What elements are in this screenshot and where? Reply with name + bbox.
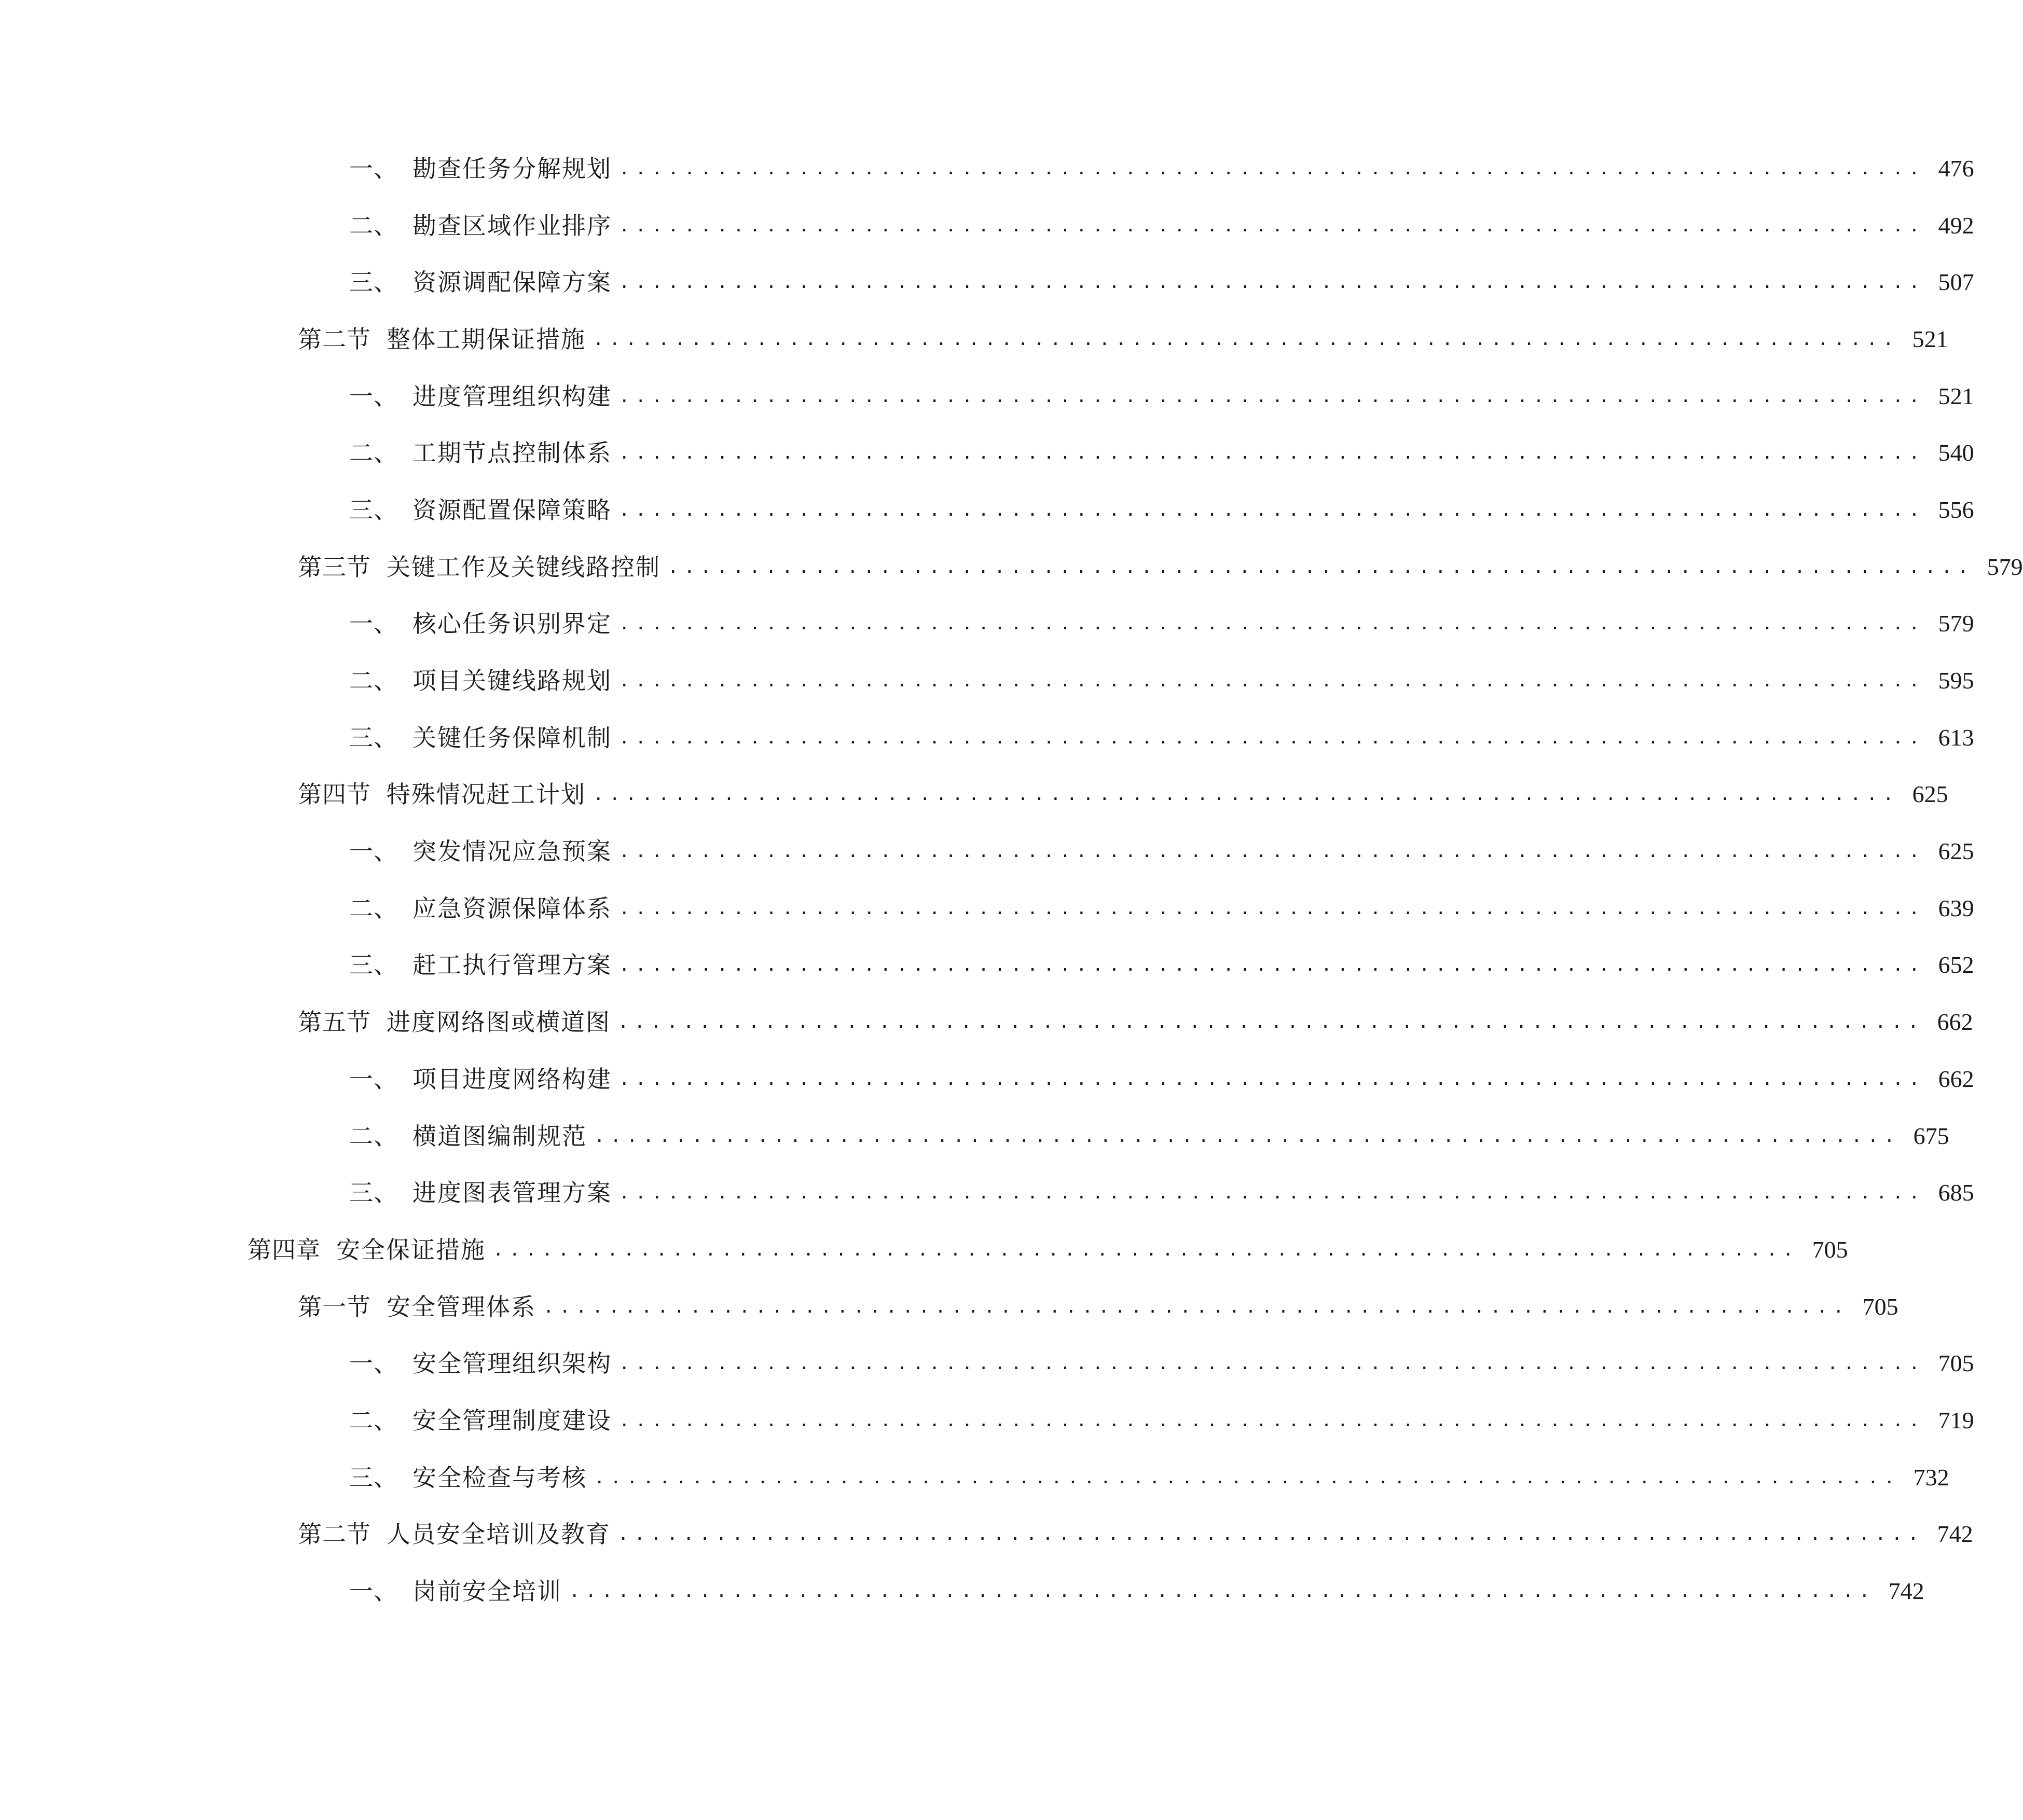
toc-entry-number: 二、 — [349, 894, 398, 922]
toc-page-number: 685 — [1938, 1179, 1974, 1206]
toc-entry-number: 第二节 — [298, 325, 371, 353]
toc-entry-title: 进度网络图或横道图 — [387, 1008, 611, 1037]
toc-page-number: 675 — [1913, 1122, 1949, 1149]
toc-entry-title: 安全保证措施 — [336, 1235, 486, 1264]
toc-entry[interactable] — [0, 1563, 1924, 1620]
toc-entry[interactable] — [0, 539, 2023, 596]
toc-entry-number: 第四章 — [247, 1235, 321, 1264]
toc-dot-leader: ................................................................................ — [619, 385, 1925, 407]
toc-page-number: 492 — [1938, 212, 1974, 239]
toc-entry-title: 资源配置保障策略 — [412, 495, 612, 524]
toc-dot-leader: ................................................................................ — [619, 841, 1925, 862]
toc-entry-number: 二、 — [349, 1406, 398, 1435]
toc-page-number: 521 — [1912, 325, 1948, 352]
toc-entry-title: 项目进度网络构建 — [412, 1065, 612, 1093]
toc-dot-leader: ................................................................................ — [593, 328, 1900, 350]
toc-dot-leader: ................................................................................ — [619, 1353, 1925, 1374]
toc-entry[interactable] — [0, 1506, 1973, 1563]
toc-dot-leader: ................................................................................ — [619, 158, 1925, 179]
toc-entry[interactable] — [0, 481, 1974, 539]
toc-entry-number: 第一节 — [298, 1292, 371, 1321]
toc-page-number: 742 — [1937, 1521, 1973, 1548]
toc-entry-number: 三、 — [349, 723, 398, 752]
toc-page-number: 521 — [1938, 382, 1974, 409]
toc-entry-title: 进度管理组织构建 — [412, 382, 612, 410]
toc-entry[interactable] — [0, 1164, 1974, 1221]
toc-entry-number: 一、 — [349, 1349, 398, 1378]
toc-entry-title: 安全管理制度建设 — [412, 1406, 612, 1435]
toc-page-number: 579 — [1938, 610, 1974, 637]
toc-entry[interactable] — [0, 937, 1974, 994]
toc-dot-leader: ................................................................................ — [569, 1581, 1876, 1602]
toc-entry-title: 项目关键线路规划 — [412, 667, 612, 695]
toc-entry-title: 工期节点控制体系 — [412, 439, 612, 467]
toc-entry-number: 一、 — [349, 382, 398, 410]
toc-entry[interactable] — [0, 652, 1974, 709]
toc-entry[interactable] — [0, 880, 1974, 937]
toc-entry-title: 资源调配保障方案 — [412, 268, 612, 297]
toc-entry-number: 一、 — [349, 610, 398, 638]
toc-dot-leader: ................................................................................ — [619, 727, 1925, 748]
toc-entry-title: 勘查任务分解规划 — [412, 154, 612, 183]
toc-entry[interactable] — [0, 1221, 1848, 1278]
toc-entry[interactable] — [0, 1449, 1949, 1506]
toc-entry-title: 岗前安全培训 — [412, 1577, 562, 1606]
toc-entry-number: 三、 — [349, 1463, 398, 1492]
toc-entry-number: 第四节 — [298, 780, 371, 809]
toc-page-number: 540 — [1938, 439, 1974, 466]
toc-entry[interactable] — [0, 140, 1974, 197]
toc-entry[interactable] — [0, 197, 1974, 254]
toc-entry-title: 进度图表管理方案 — [412, 1179, 612, 1207]
toc-page-number: 742 — [1888, 1578, 1924, 1605]
toc-entry-number: 二、 — [349, 211, 398, 240]
toc-list — [0, 140, 2023, 1620]
toc-page-number: 625 — [1938, 838, 1974, 865]
toc-entry-title: 安全管理体系 — [387, 1292, 536, 1321]
toc-entry[interactable] — [0, 424, 1974, 481]
toc-entry-number: 第三节 — [298, 553, 371, 581]
toc-page-number: 476 — [1938, 155, 1974, 182]
toc-page-number: 595 — [1938, 667, 1974, 694]
toc-entry-number: 一、 — [349, 837, 398, 866]
toc-page-number: 705 — [1862, 1293, 1898, 1320]
toc-entry[interactable] — [0, 994, 1973, 1051]
toc-entry-title: 关键工作及关键线路控制 — [387, 553, 660, 581]
toc-page-number: 705 — [1812, 1236, 1848, 1263]
toc-dot-leader: ................................................................................ — [619, 898, 1925, 919]
toc-dot-leader: ................................................................................ — [618, 1012, 1924, 1033]
toc-dot-leader: ................................................................................ — [493, 1239, 1799, 1260]
toc-entry[interactable] — [0, 1278, 1898, 1335]
toc-entry-number: 二、 — [349, 667, 398, 695]
toc-entry[interactable] — [0, 311, 1948, 368]
toc-entry[interactable] — [0, 709, 1974, 766]
toc-entry-number: 二、 — [349, 439, 398, 467]
toc-entry[interactable] — [0, 596, 1974, 653]
toc-entry-number: 一、 — [349, 1065, 398, 1093]
toc-entry-title: 整体工期保证措施 — [387, 325, 586, 353]
toc-dot-leader: ................................................................................ — [619, 499, 1925, 520]
toc-entry-number: 第二节 — [298, 1520, 371, 1549]
toc-entry-title: 突发情况应急预案 — [412, 837, 612, 866]
toc-page-number: 719 — [1938, 1407, 1974, 1433]
toc-page-number: 613 — [1938, 724, 1974, 751]
toc-dot-leader: ................................................................................ — [619, 272, 1925, 293]
toc-page-number: 556 — [1938, 496, 1974, 523]
toc-dot-leader: ................................................................................ — [619, 1182, 1925, 1204]
toc-dot-leader: ................................................................................ — [594, 1125, 1901, 1147]
toc-page-number: 579 — [1987, 553, 2023, 580]
toc-entry-number: 二、 — [349, 1122, 398, 1150]
toc-entry[interactable] — [0, 1108, 1949, 1165]
toc-entry-title: 核心任务识别界定 — [412, 610, 612, 638]
toc-page-number: 625 — [1912, 781, 1948, 808]
toc-entry-number: 三、 — [349, 268, 398, 297]
toc-entry[interactable] — [0, 823, 1974, 880]
toc-entry-title: 赶工执行管理方案 — [412, 951, 612, 980]
toc-page-number: 639 — [1938, 894, 1974, 921]
toc-dot-leader: ................................................................................ — [619, 1068, 1925, 1090]
toc-dot-leader: ................................................................................ — [593, 784, 1900, 805]
toc-entry[interactable] — [0, 1392, 1974, 1449]
toc-entry[interactable] — [0, 368, 1974, 425]
toc-dot-leader: ................................................................................ — [594, 1467, 1901, 1488]
toc-dot-leader: ................................................................................ — [619, 443, 1925, 464]
toc-entry[interactable] — [0, 1051, 1974, 1108]
toc-dot-leader: ................................................................................ — [543, 1296, 1850, 1317]
toc-dot-leader: ................................................................................ — [668, 556, 1974, 577]
toc-page-number: 652 — [1938, 952, 1974, 978]
toc-page-number: 662 — [1937, 1009, 1973, 1036]
toc-entry-title: 安全管理组织架构 — [412, 1349, 612, 1378]
toc-entry-title: 勘查区域作业排序 — [412, 211, 612, 240]
toc-entry[interactable] — [0, 254, 1974, 311]
toc-page-number: 662 — [1938, 1065, 1974, 1092]
toc-dot-leader: ................................................................................ — [619, 215, 1925, 236]
toc-entry[interactable] — [0, 766, 1948, 823]
toc-dot-leader: ................................................................................ — [619, 613, 1925, 635]
toc-page-number: 507 — [1938, 269, 1974, 296]
toc-entry-number: 三、 — [349, 495, 398, 524]
toc-entry-title: 关键任务保障机制 — [412, 723, 612, 752]
toc-entry-number: 三、 — [349, 1179, 398, 1207]
toc-dot-leader: ................................................................................ — [618, 1524, 1924, 1545]
toc-page-number: 705 — [1938, 1350, 1974, 1377]
toc-dot-leader: ................................................................................ — [619, 955, 1925, 976]
toc-entry-number: 一、 — [349, 154, 398, 183]
toc-entry-number: 一、 — [349, 1577, 398, 1606]
toc-entry-number: 三、 — [349, 951, 398, 980]
toc-entry-title: 特殊情况赶工计划 — [387, 780, 586, 809]
toc-entry-title: 应急资源保障体系 — [412, 894, 612, 922]
toc-dot-leader: ................................................................................ — [619, 670, 1925, 692]
toc-entry-number: 第五节 — [298, 1008, 371, 1037]
toc-page-number: 732 — [1913, 1464, 1949, 1491]
toc-entry-title: 人员安全培训及教育 — [387, 1520, 611, 1549]
toc-entry[interactable] — [0, 1335, 1974, 1392]
toc-dot-leader: ................................................................................ — [619, 1410, 1925, 1431]
toc-entry-title: 横道图编制规范 — [412, 1122, 587, 1150]
toc-entry-title: 安全检查与考核 — [412, 1463, 587, 1492]
